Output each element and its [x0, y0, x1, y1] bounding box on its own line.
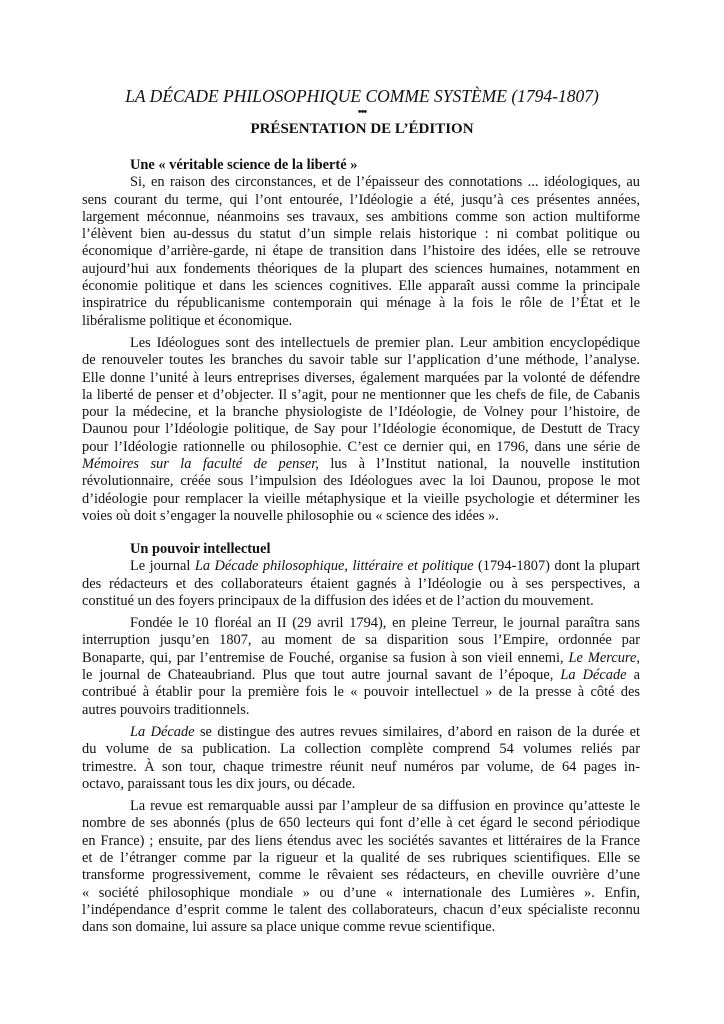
text-line — [82, 335, 640, 352]
text-line — [82, 352, 640, 369]
text-run: pour la médecine, et la branche physiologiste de l’Idéologie, de Volney pour l’histoire, de — [82, 404, 640, 421]
text-run: octavo, paraissant tous les dix jours, ou décade. — [82, 775, 356, 792]
text-run: constitué un des foyers principaux de la diffusion des idées et de l’action du mouvement. — [82, 592, 594, 609]
text-line — [82, 776, 640, 793]
text-run: La revue est remarquable aussi par l’ampleur de sa diffusion en province qu’atteste le — [130, 798, 640, 815]
text-run: d’idéologie pour remplacer la vieille métaphysique et la vieille psychologie et déterminer les — [82, 490, 640, 507]
paragraph — [82, 174, 640, 330]
text-line — [82, 421, 640, 438]
text-line — [82, 833, 640, 850]
text-run: Elle donne l’unité à leurs entreprises diverses, également marquées par la volonté de défendre — [82, 369, 640, 386]
text-run: dans son domaine, lui assure sa place unique comme revue scientifique. — [82, 919, 496, 936]
text-run: du volume de sa publication. La collection complète comprend 54 volumes reliés par — [82, 741, 640, 758]
text-run: « société philosophique mondiale » ou d’une « internationale des Lumières ». Enfin, — [82, 884, 640, 901]
text-run: libéralisme politique et économique. — [82, 312, 293, 329]
text-line — [82, 370, 640, 387]
text-run: la liberté de penser et d’objecter. Il s’agit, pour ne mentionner que les chefs de file, de Cabanis — [82, 386, 640, 403]
text-run: l’indépendance d’esprit comme le talent des collaborateurs, chacun d’eux spécialiste reconnu — [82, 901, 640, 918]
text-line — [82, 278, 640, 295]
text-line — [82, 724, 640, 741]
text-line — [82, 632, 640, 649]
text-run: largement méconnue, néanmoins ses travaux, ses ambitions comme son action multiforme — [82, 208, 640, 225]
section-body — [82, 558, 640, 936]
text-line — [82, 508, 640, 525]
document-title: LA DÉCADE PHILOSOPHIQUE COMME SYSTÈME (1794-1807) — [125, 86, 599, 106]
text-line — [82, 850, 640, 867]
text-line — [82, 867, 640, 884]
text-run: en France) ; ensuite, par des liens étendus avec les sociétés savantes et littéraires de la France — [82, 832, 640, 849]
text-run: pour l’Idéologie rationnelle ou philosophie. C’est ce dernier qui, en 1796, dans une série de — [82, 438, 640, 455]
text-line — [82, 798, 640, 815]
text-run: économie politique et dans les sciences cognitives. Elle apparaît aussi comme la principale — [82, 278, 640, 295]
text-run: contribué à établir pour la première fois le « pouvoir intellectuel » de la presse à côté des — [82, 684, 640, 701]
text-line — [82, 209, 640, 226]
text-line — [82, 174, 640, 191]
text-run: voies où doit s’engager la nouvelle philosophie ou « science des idées ». — [82, 507, 499, 524]
text-run: l’élèvent bien au-dessus du statut d’un simple relais historique : ni combat politique ou — [82, 226, 640, 243]
text-run: transforme progressivement, comme le rêvaient ses rédacteurs, en cheville ouvrière d’une — [82, 867, 640, 884]
section-body — [82, 174, 640, 525]
text-line — [82, 473, 640, 490]
section-heading: Un pouvoir intellectuel — [130, 541, 271, 557]
text-line — [82, 313, 640, 330]
title-separator: ••• — [357, 106, 367, 118]
text-line — [82, 919, 640, 936]
text-line — [82, 759, 640, 776]
text-line — [82, 615, 640, 632]
text-line — [82, 815, 640, 832]
section-pouvoir-intellectuel — [82, 541, 640, 942]
text-run: Le journal — [130, 558, 195, 575]
text-run: interruption jusqu’en 1807, au moment de sa disparition sous l’Empire, ordonnée par — [82, 632, 640, 649]
text-run: des rédacteurs et des collaborateurs étaient gagnés à l’Idéologie ou à ses perspectives, a — [82, 575, 640, 592]
text-line — [82, 593, 640, 610]
italic-title: La Décade — [560, 667, 627, 684]
text-run: Fondée le 10 floréal an II (29 avril 1794), en pleine Terreur, le journal paraîtra sans — [130, 615, 640, 632]
text-line — [82, 243, 640, 260]
text-line — [82, 295, 640, 312]
section-heading: Une « véritable science de la liberté » — [130, 157, 358, 173]
italic-title: Le Mercure — [568, 649, 637, 666]
text-run: trimestre. À son tour, chaque trimestre réunit neuf numéros par volume, de 64 pages in- — [82, 758, 640, 775]
text-line — [82, 558, 640, 575]
text-line — [82, 491, 640, 508]
text-run: autres pouvoirs traditionnels. — [82, 701, 250, 718]
text-line — [82, 885, 640, 902]
text-run: a — [626, 667, 640, 684]
text-run: économique d’arrière-garde, ni étape de transition dans l’histoire des idées, elle se retrouve — [82, 243, 640, 260]
text-run: Daunou pour l’Idéologie politique, de Say pour l’Idéologie économique, de Destutt de Tracy — [82, 421, 640, 438]
paragraph — [82, 558, 640, 610]
text-line — [82, 650, 640, 667]
text-run: aujourd’hui aux fondements théoriques de la plupart des sciences humaines, notamment en — [82, 260, 640, 277]
text-line — [82, 684, 640, 701]
text-run: nombre de ses abonnés (plus de 650 lecteurs qui font d’elle à cet égard le second périodique — [82, 815, 640, 832]
text-run: Bonaparte, qui, par l’entremise de Fouché, organise sa fusion à son vieil ennemi, — [82, 649, 569, 666]
text-run: de renouveler toutes les branches du savoir table sur l’application d’une méthode, l’analyse. — [82, 352, 640, 369]
text-line — [82, 261, 640, 278]
italic-title: La Décade philosophique, littéraire et politique — [194, 558, 474, 575]
paragraph — [82, 798, 640, 936]
document-subtitle: PRÉSENTATION DE L’ÉDITION — [250, 121, 474, 137]
text-line — [82, 404, 640, 421]
text-run: se distingue des autres revues similaires, d’abord en raison de la durée et — [194, 723, 640, 740]
text-line — [82, 226, 640, 243]
text-line — [82, 741, 640, 758]
paragraph — [82, 615, 640, 719]
text-run: et de l’étranger comme par la rigueur et la qualité de ses rubriques scientifiques. Elle se — [82, 850, 640, 867]
text-run: , — [636, 649, 640, 666]
text-run: inspiratrice du républicanisme contemporain qui ménage à la fois le rôle de l’État et le — [82, 295, 640, 312]
italic-title: Mémoires sur la faculté de penser, — [82, 456, 319, 473]
section-veritable-science — [82, 157, 640, 530]
text-line — [82, 456, 640, 473]
text-run: Les Idéologues sont des intellectuels de premier plan. Leur ambition encyclopédique — [130, 334, 640, 351]
paragraph — [82, 335, 640, 525]
text-run: révolutionnaire, créée sous l’impulsion des Idéologues avec la loi Daunou, propose le mot — [82, 473, 640, 490]
text-run: sens courant du terme, qui l’ont entourée, l’Idéologie a été, jusqu’à ces présentes années, — [82, 191, 640, 208]
italic-title: La Décade — [130, 723, 195, 740]
paragraph — [82, 724, 640, 793]
text-line — [82, 576, 640, 593]
text-run: le journal de Chateaubriand. Plus que tout autre journal savant de l’époque, — [82, 667, 561, 684]
text-line — [82, 192, 640, 209]
text-line — [82, 702, 640, 719]
text-line — [82, 439, 640, 456]
text-run: (1794-1807) dont la plupart — [473, 558, 641, 575]
text-line — [82, 387, 640, 404]
text-run: lus à l’Institut national, la nouvelle institution — [318, 456, 641, 473]
text-run: Si, en raison des circonstances, et de l’épaisseur des connotations ... idéologiques, au — [130, 174, 640, 191]
text-line — [82, 902, 640, 919]
text-line — [82, 667, 640, 684]
